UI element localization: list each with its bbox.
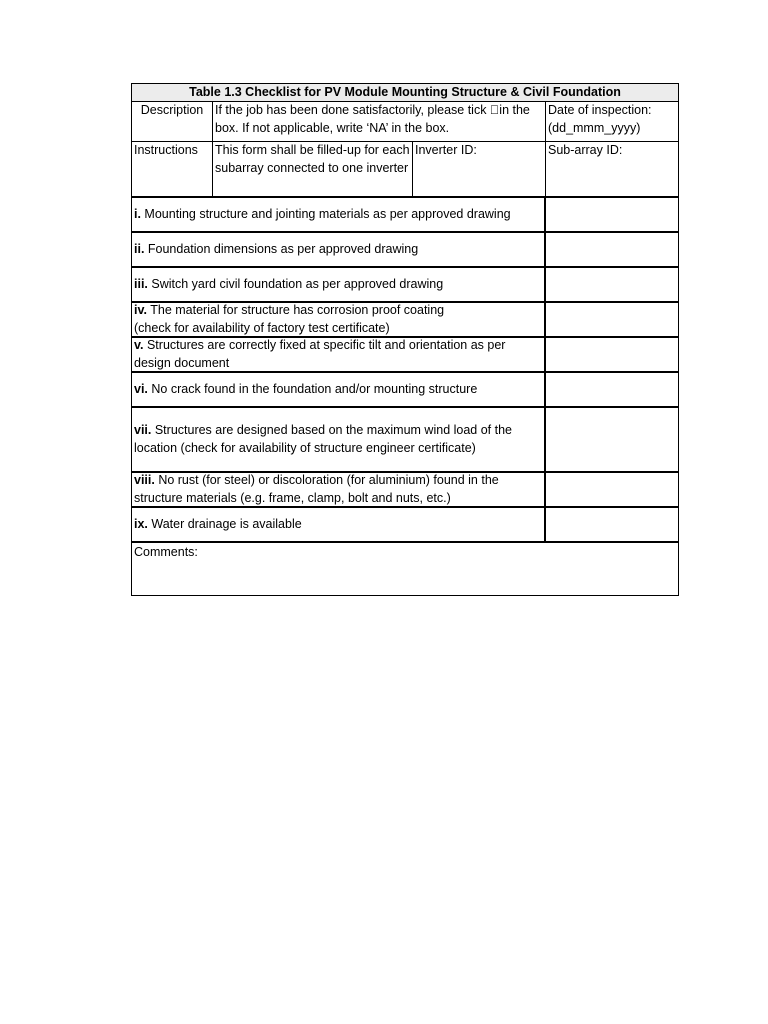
checklist-item-9 bbox=[132, 508, 546, 541]
comments-field[interactable] bbox=[132, 543, 678, 595]
instructions-text: This form shall be filled-up for each subarray connected to one inverter bbox=[213, 142, 413, 196]
item-number: iv. bbox=[134, 303, 147, 317]
checklist-item-2 bbox=[132, 233, 546, 266]
subarray-id-field[interactable]: Sub-array ID: bbox=[548, 143, 623, 157]
date-format: (dd_mmm_yyyy) bbox=[548, 120, 641, 135]
check-box-3[interactable] bbox=[546, 268, 678, 301]
item-text: No crack found in the foundation and/or mounting structure bbox=[147, 381, 478, 396]
item-number: iii. bbox=[134, 276, 148, 291]
item-text: Structures are designed based on the maximum wind load of the location (check for availability of structure engineer certificate) bbox=[134, 423, 512, 455]
item-text: Mounting structure and jointing materials as per approved drawing bbox=[140, 206, 511, 221]
item-text: Switch yard civil foundation as per approved drawing bbox=[147, 276, 444, 291]
item-text: Foundation dimensions as per approved drawing bbox=[144, 241, 419, 256]
item-number: vii. bbox=[134, 423, 152, 437]
checklist-row bbox=[132, 408, 678, 473]
checklist-table bbox=[131, 83, 679, 596]
checklist-row bbox=[132, 508, 678, 543]
checklist-item-7 bbox=[132, 408, 546, 471]
item-number: vi. bbox=[134, 381, 148, 396]
table-title: Table 1.3 Checklist for PV Module Mounting Structure & Civil Foundation bbox=[132, 84, 678, 102]
checklist-item-3 bbox=[132, 268, 546, 301]
date-of-inspection-cell[interactable] bbox=[546, 102, 678, 141]
item-number: ix. bbox=[134, 516, 148, 531]
description-text: If the job has been done satisfactorily, please tick in the box. If not applicable, write ‘NA’ in the box. bbox=[213, 102, 546, 141]
checklist-row bbox=[132, 373, 678, 408]
checklist-item-1 bbox=[132, 198, 546, 231]
check-box-5[interactable] bbox=[546, 338, 678, 371]
checklist-row bbox=[132, 268, 678, 303]
checklist-item-5 bbox=[132, 338, 546, 371]
item-number: ii. bbox=[134, 241, 145, 256]
checklist-row bbox=[132, 233, 678, 268]
checklist-row bbox=[132, 473, 678, 508]
checklist-row bbox=[132, 338, 678, 373]
check-box-4[interactable] bbox=[546, 303, 678, 336]
checklist-row bbox=[132, 303, 678, 338]
checklist-item-4 bbox=[132, 303, 546, 336]
date-label: Date of inspection: bbox=[548, 103, 652, 117]
checklist-item-8 bbox=[132, 473, 546, 506]
item-text: Structures are correctly fixed at specific tilt and orientation as per design document bbox=[134, 338, 506, 370]
comments-label: Comments: bbox=[134, 545, 198, 559]
check-box-1[interactable] bbox=[546, 198, 678, 231]
item-number: v. bbox=[134, 338, 144, 352]
instructions-row bbox=[132, 142, 678, 198]
item-number: i. bbox=[134, 206, 141, 221]
check-box-9[interactable] bbox=[546, 508, 678, 541]
item-text: No rust (for steel) or discoloration (for aluminium) found in the structure materials (e.g. frame, clamp, bolt and nuts, etc.) bbox=[134, 473, 499, 505]
item-number: viii. bbox=[134, 473, 155, 487]
description-label: Description bbox=[132, 102, 213, 141]
check-box-6[interactable] bbox=[546, 373, 678, 406]
item-text: The material for structure has corrosion proof coating bbox=[146, 303, 445, 317]
check-box-8[interactable] bbox=[546, 473, 678, 506]
instructions-label: Instructions bbox=[132, 142, 213, 196]
inverter-id-field[interactable]: Inverter ID: bbox=[413, 142, 546, 196]
check-box-7[interactable] bbox=[546, 408, 678, 471]
description-row bbox=[132, 102, 678, 142]
check-box-2[interactable] bbox=[546, 233, 678, 266]
item-text: Water drainage is available bbox=[147, 516, 302, 531]
checklist-row bbox=[132, 198, 678, 233]
item-text-note: (check for availability of factory test certificate) bbox=[134, 320, 390, 335]
checklist-item-6 bbox=[132, 373, 546, 406]
